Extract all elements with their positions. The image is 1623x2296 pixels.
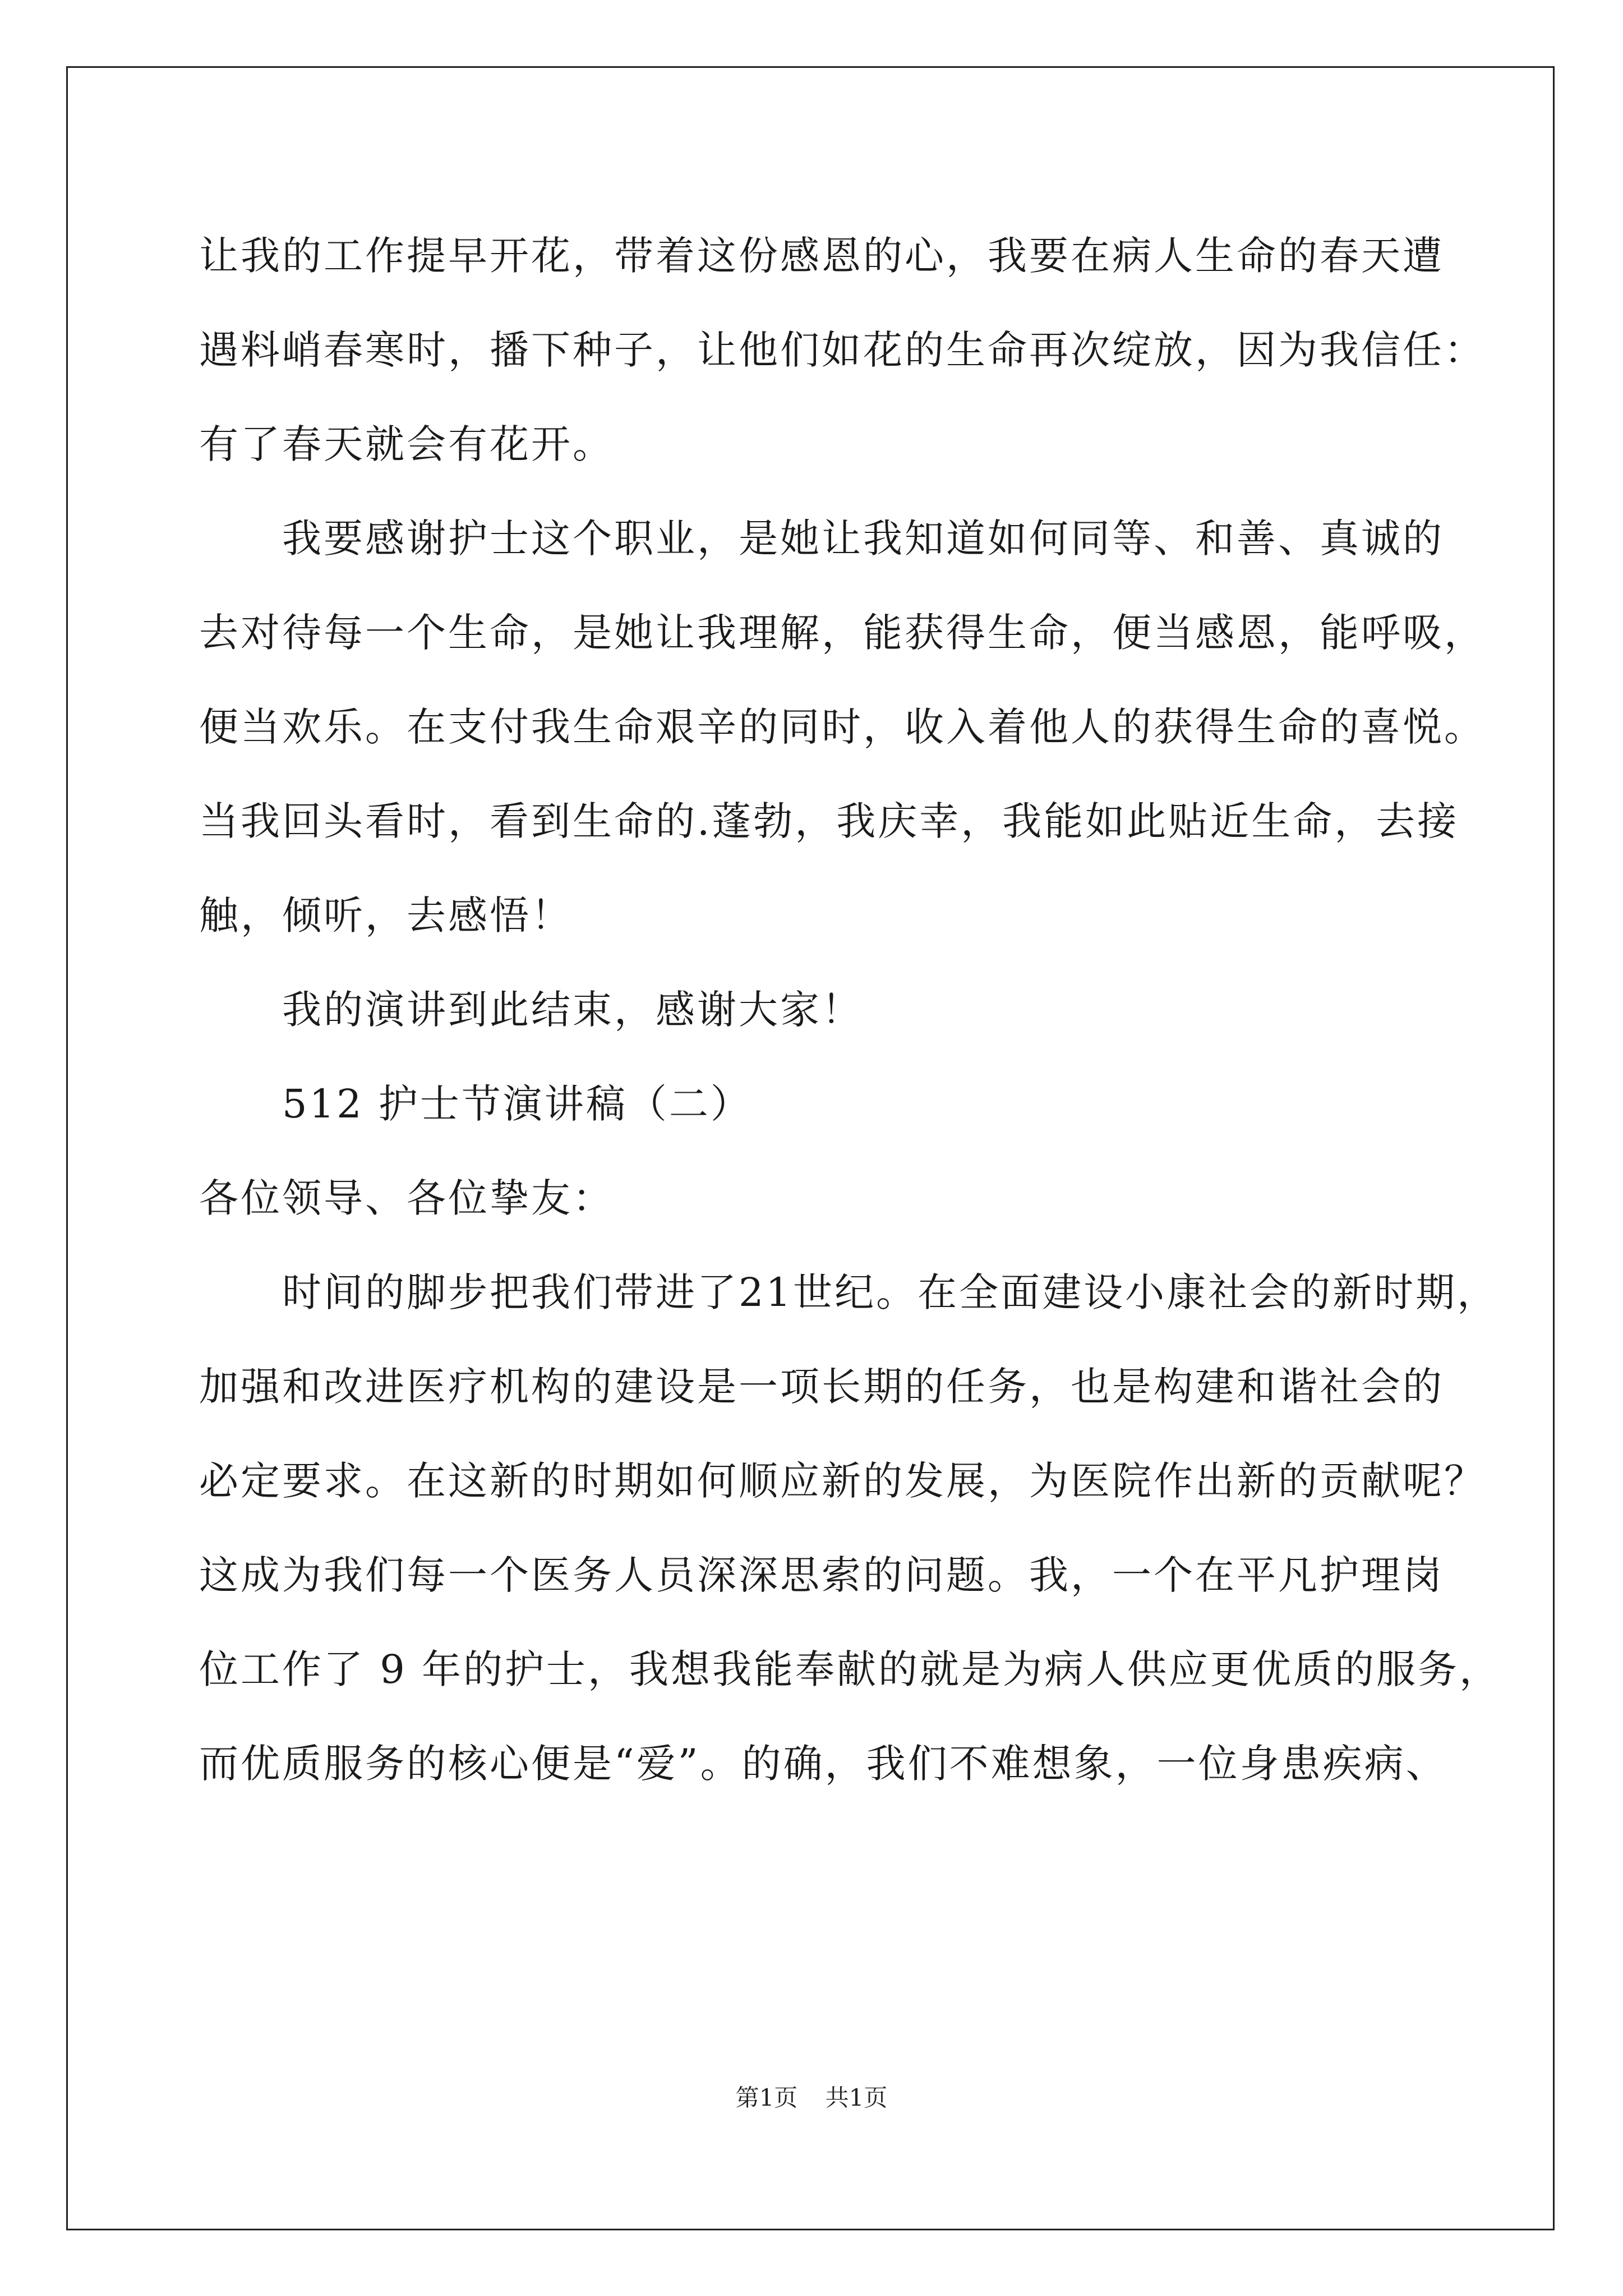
text-line: 我要感谢护士这个职业，是她让我知道如何同等、和善、真诚的 bbox=[282, 516, 1444, 562]
section-heading bbox=[199, 1057, 1450, 1151]
text-line: 这成为我们每一个医务人员深深思索的问题。我，一个在平凡护理岗 bbox=[199, 1552, 1444, 1598]
page-number: 第1页 bbox=[735, 2084, 798, 2111]
text-line: 遇料峭春寒时，播下种子，让他们如花的生命再次绽放，因为我信任： bbox=[199, 327, 1486, 373]
paragraph-4 bbox=[199, 1245, 1501, 1811]
text-line: 位工作了 9 年的护士，我想我能奉献的就是为病人供应更优质的服务， bbox=[199, 1646, 1501, 1692]
paragraph-1 bbox=[199, 209, 1486, 491]
text-line: 触，倾听，去感悟！ bbox=[199, 892, 573, 938]
text-line: 我的演讲到此结束，感谢大家！ bbox=[282, 987, 863, 1033]
text-line: 去对待每一个生命，是她让我理解，能获得生命，便当感恩，能呼吸， bbox=[199, 610, 1486, 656]
text-line: 加强和改进医疗机构的建设是一项长期的任务，也是构建和谐社会的 bbox=[199, 1364, 1444, 1410]
heading-text: 512 护士节演讲稿（二） bbox=[282, 1081, 752, 1127]
text-line: 必定要求。在这新的时期如何顺应新的发展，为医院作出新的贡献呢？ bbox=[199, 1458, 1486, 1504]
text-line: 便当欢乐。在支付我生命艰辛的同时，收入着他人的获得生命的喜悦。 bbox=[199, 704, 1486, 750]
text-line: 时间的脚步把我们带进了21世纪。在全面建设小康社会的新时期， bbox=[282, 1269, 1499, 1315]
page-total: 共1页 bbox=[825, 2084, 888, 2111]
salutation bbox=[199, 1151, 1450, 1245]
text-line: 有了春天就会有花开。 bbox=[199, 421, 614, 467]
text-line: 当我回头看时，看到生命的.蓬勃，我庆幸，我能如此贴近生命，去接 bbox=[199, 798, 1459, 844]
document-body bbox=[199, 209, 1501, 1811]
text-line: 让我的工作提早开花，带着这份感恩的心，我要在病人生命的春天遭 bbox=[199, 233, 1444, 279]
text-line: 而优质服务的核心便是“爱”。的确，我们不难想象，一位身患疾病、 bbox=[199, 1741, 1447, 1787]
paragraph-3 bbox=[199, 963, 1450, 1057]
salutation-text: 各位领导、各位挚友： bbox=[199, 1175, 614, 1221]
paragraph-2 bbox=[199, 491, 1486, 963]
page-footer bbox=[0, 2081, 1623, 2115]
